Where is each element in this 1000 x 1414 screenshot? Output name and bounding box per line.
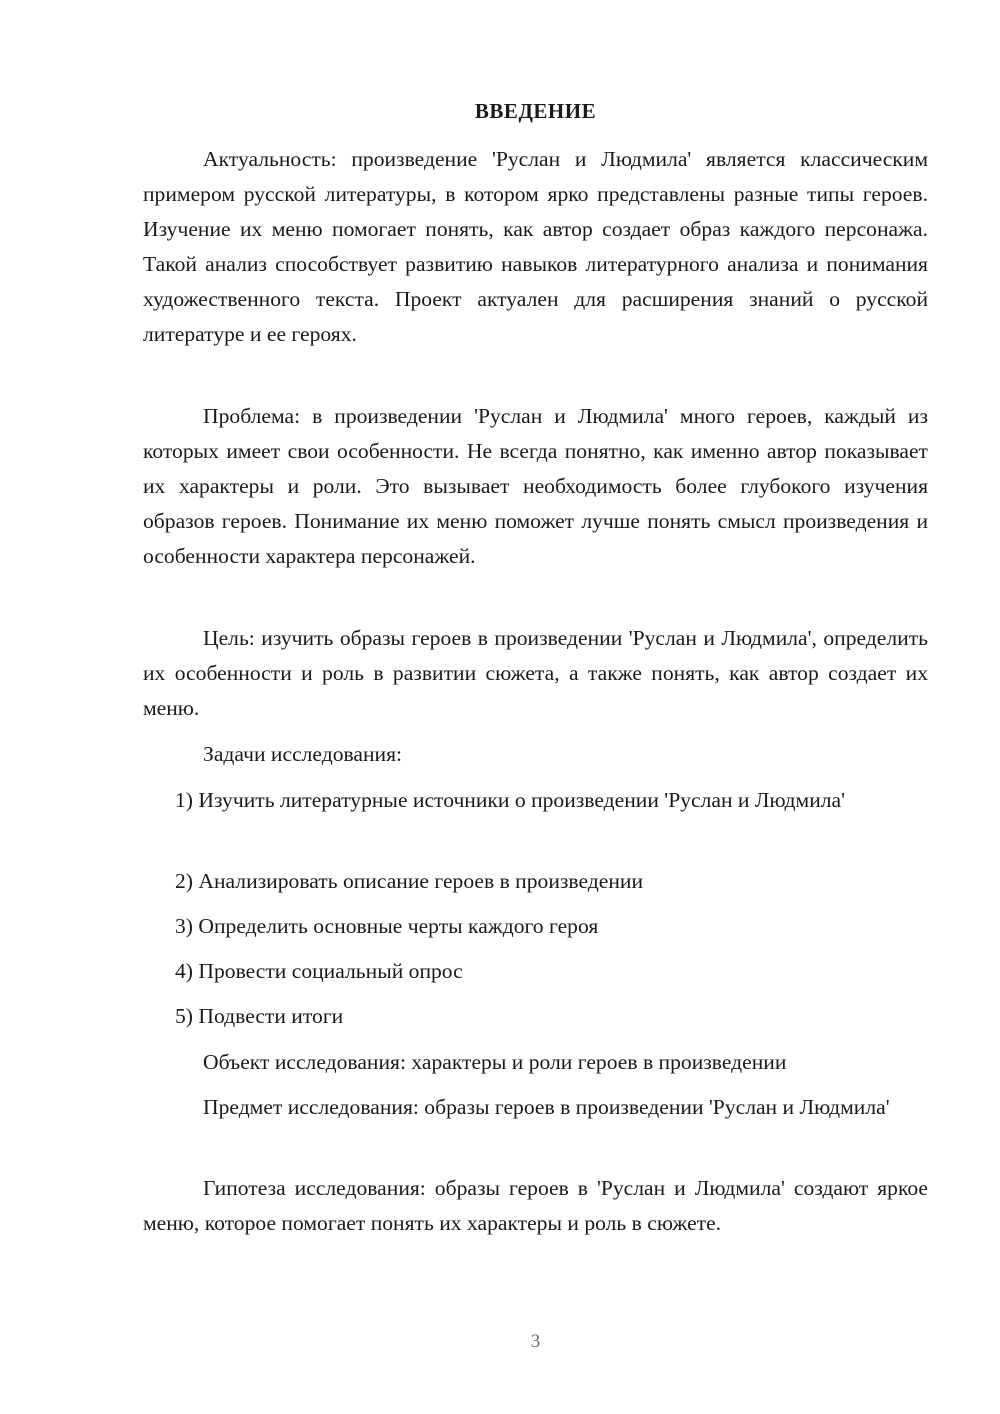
relevance-paragraph: Актуальность: произведение 'Руслан и Людмила' является классическим примером русской литературы, в котором ярко представлены разные типы героев. Изучение их меню помогает понять, как автор создает образ каждого персонажа. Такой анализ способствует развитию навыков литературного анализа и понимания художественного текста. Проект актуален для расширения знаний о русской литературе и ее героях.	[143, 147, 928, 346]
subject-paragraph: Предмет исследования: образы героев в произведении 'Руслан и Людмила'	[203, 1095, 890, 1119]
problem-paragraph: Проблема: в произведении 'Руслан и Людмила' много героев, каждый из которых имеет свои особенности. Не всегда понятно, как именно автор показывает их характеры и роли. Это вызывает необходимость более глубокого изучения образов героев. Понимание их меню поможет лучше понять смысл произведения и особенности характера персонажей.	[143, 404, 928, 568]
page-number: 3	[530, 1331, 541, 1352]
section-heading: ВВЕДЕНИЕ	[474, 99, 597, 123]
task-item: 3) Определить основные черты каждого героя	[175, 914, 599, 938]
task-item: 5) Подвести итоги	[175, 1004, 344, 1028]
hypothesis-paragraph: Гипотеза исследования: образы героев в 'Руслан и Людмила' создают яркое меню, которое помогает понять их характеры и роль в сюжете.	[143, 1176, 928, 1235]
document-page	[143, 0, 928, 1414]
tasks-heading: Задачи исследования:	[203, 742, 403, 766]
task-item: 1) Изучить литературные источники о произведении 'Руслан и Людмила'	[175, 788, 845, 812]
task-item: 2) Анализировать описание героев в произведении	[175, 869, 644, 893]
task-item: 4) Провести социальный опрос	[175, 959, 463, 983]
object-paragraph: Объект исследования: характеры и роли героев в произведении	[203, 1050, 787, 1074]
goal-paragraph: Цель: изучить образы героев в произведении 'Руслан и Людмила', определить их особенности и роль в развитии сюжета, а также понять, как автор создает их меню.	[143, 626, 928, 720]
